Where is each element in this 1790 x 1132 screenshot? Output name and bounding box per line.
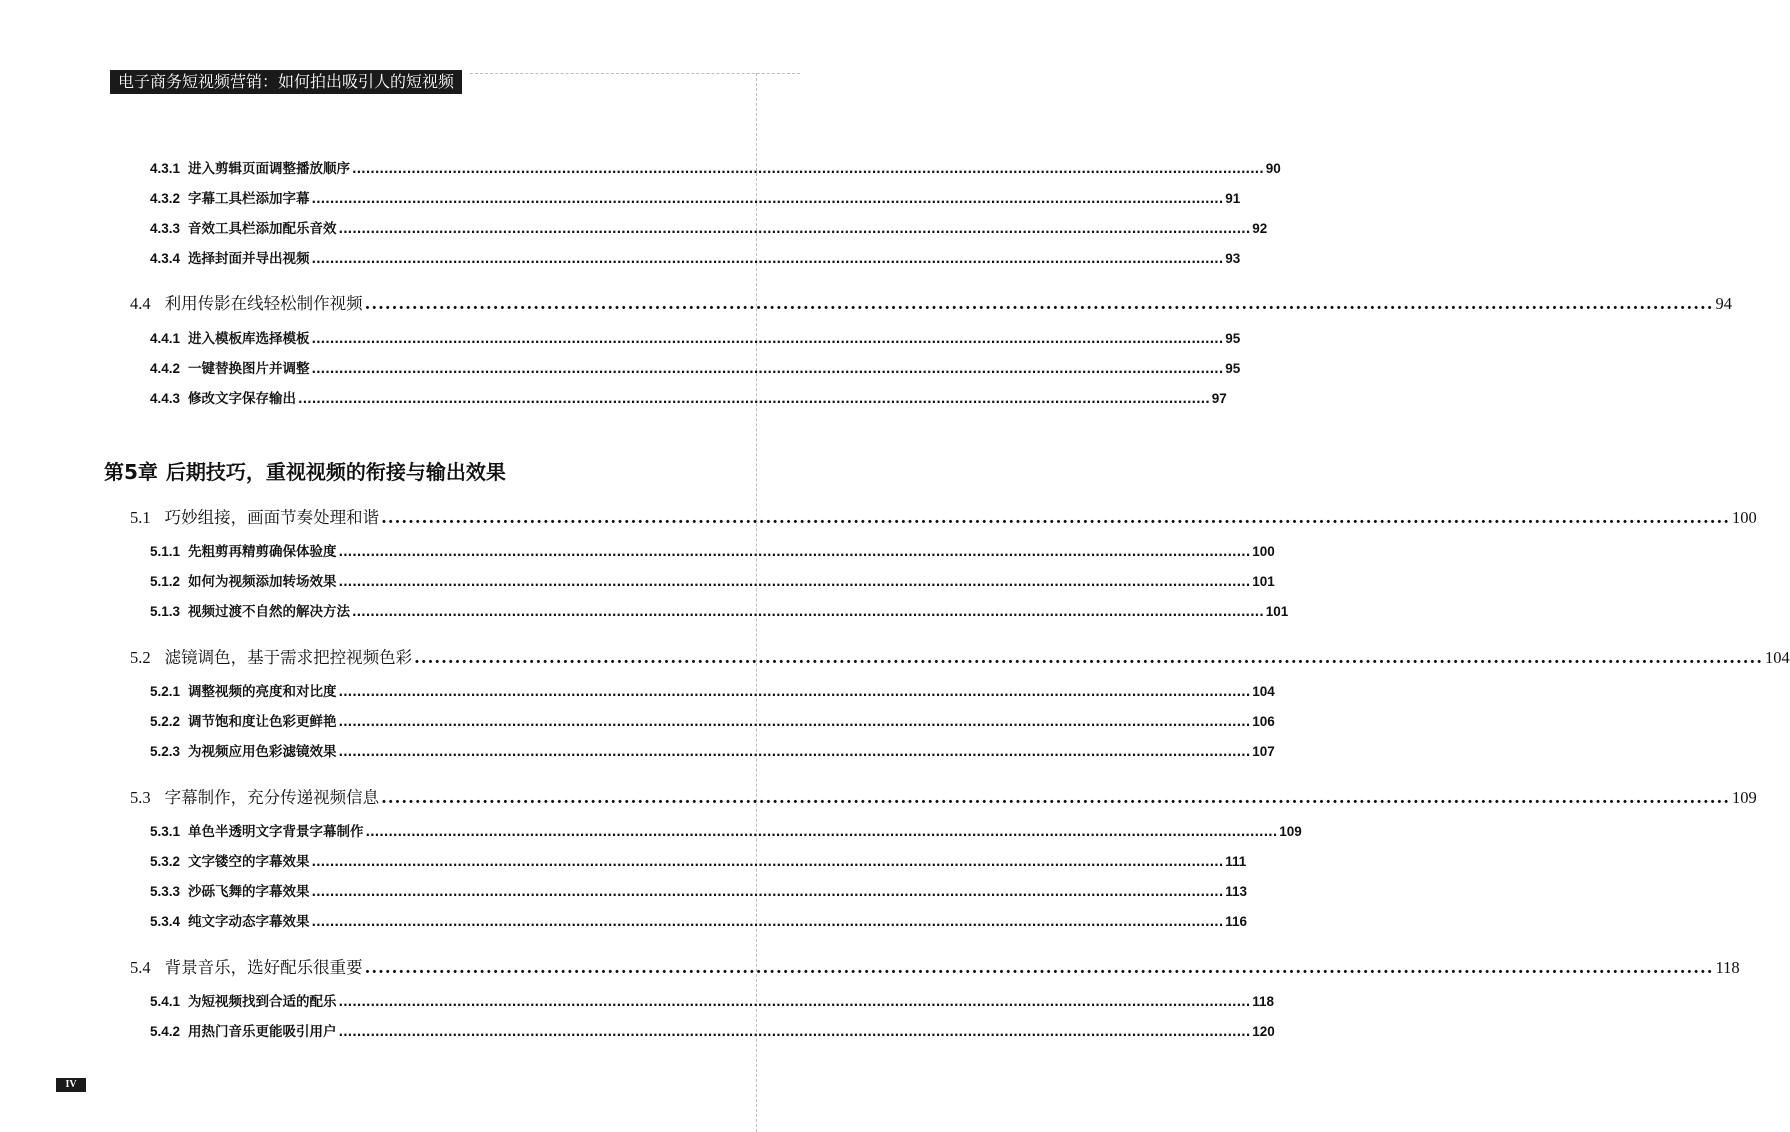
toc-dot-leader: ........................................................................................................................................................................................................ — [311, 915, 1224, 929]
toc-entry-title: 背景音乐，选好配乐很重要 — [164, 958, 363, 977]
chapter-heading — [104, 456, 506, 485]
toc-subsection-entry[interactable] — [150, 600, 1289, 620]
toc-entry-page: 109 — [1732, 788, 1757, 807]
toc-dot-leader: ........................................................................................................................................................................................................ — [338, 1025, 1251, 1039]
toc-section-entry[interactable] — [130, 290, 1733, 314]
toc-entry-title: 文字镂空的字幕效果 — [188, 854, 310, 870]
toc-subsection-entry[interactable] — [150, 910, 1248, 930]
toc-subsection-entry[interactable] — [150, 820, 1302, 840]
toc-entry-number: 5.1.3 — [150, 604, 181, 619]
toc-dot-leader: ........................................................................................................................................................................................................ — [338, 575, 1251, 589]
book-title-banner: 电子商务短视频营销：如何拍出吸引人的短视频 — [110, 70, 462, 94]
toc-entry-number: 5.2.2 — [150, 714, 181, 729]
toc-entry-title: 单色半透明文字背景字幕制作 — [188, 824, 364, 840]
toc-subsection-entry[interactable] — [150, 740, 1275, 760]
toc-entry-title: 用热门音乐更能吸引用户 — [188, 1024, 337, 1040]
toc-entry-title: 调整视频的亮度和对比度 — [188, 684, 337, 700]
toc-entry-number: 4.4.3 — [150, 391, 181, 406]
toc-entry-number: 5.3.1 — [150, 824, 181, 839]
toc-entry-title: 滤镜调色，基于需求把控视频色彩 — [164, 648, 413, 667]
toc-entry-page: 118 — [1715, 958, 1740, 977]
toc-subsection-entry[interactable] — [150, 187, 1241, 207]
toc-dot-leader: ........................................................................................................................................................................................................ — [311, 855, 1224, 869]
toc-subsection-entry[interactable] — [150, 217, 1268, 237]
toc-entry-number: 5.2.1 — [150, 684, 181, 699]
toc-entry-number: 5.1.2 — [150, 574, 181, 589]
toc-entry-page: 107 — [1252, 744, 1275, 759]
toc-dot-leader: ........................................................................................................................................................................................................ — [338, 745, 1251, 759]
toc-entry-number: 5.4 — [130, 958, 151, 977]
toc-entry-title: 沙砾飞舞的字幕效果 — [188, 884, 310, 900]
toc-dot-leader: ........................................................................................................................................................................................................ — [364, 294, 1714, 313]
toc-subsection-entry[interactable] — [150, 357, 1241, 377]
toc-entry-number: 5.3.4 — [150, 914, 181, 929]
toc-dot-leader: ........................................................................................................................................................................................................ — [352, 605, 1264, 619]
toc-entry-title: 选择封面并导出视频 — [188, 251, 310, 267]
toc-dot-leader: ........................................................................................................................................................................................................ — [311, 192, 1224, 206]
toc-entry-page: 94 — [1715, 294, 1733, 313]
toc-entry-page: 109 — [1279, 824, 1302, 839]
toc-subsection-entry[interactable] — [150, 327, 1241, 347]
chapter-number: 第5章 — [104, 460, 158, 484]
toc-entry-page: 97 — [1211, 391, 1227, 406]
toc-entry-title: 利用传影在线轻松制作视频 — [164, 294, 363, 313]
toc-dot-leader: ........................................................................................................................................................................................................ — [338, 995, 1251, 1009]
toc-dot-leader: ........................................................................................................................................................................................................ — [298, 392, 1210, 406]
toc-entry-title: 为视频应用色彩滤镜效果 — [188, 744, 337, 760]
toc-entry-number: 5.4.1 — [150, 994, 181, 1009]
toc-section-entry[interactable] — [130, 504, 1757, 528]
toc-entry-page: 106 — [1252, 714, 1275, 729]
toc-entry-title: 字幕制作，充分传递视频信息 — [164, 788, 380, 807]
toc-subsection-entry[interactable] — [150, 710, 1275, 730]
toc-subsection-entry[interactable] — [150, 1020, 1275, 1040]
toc-entry-page: 118 — [1252, 994, 1275, 1009]
toc-entry-page: 95 — [1225, 361, 1241, 376]
toc-entry-page: 101 — [1252, 574, 1275, 589]
toc-dot-leader: ........................................................................................................................................................................................................ — [311, 885, 1224, 899]
toc-entry-number: 4.3.3 — [150, 221, 181, 236]
toc-subsection-entry[interactable] — [150, 570, 1275, 590]
toc-entry-page: 93 — [1225, 251, 1241, 266]
toc-entry-title: 为短视频找到合适的配乐 — [188, 994, 337, 1010]
toc-entry-title: 字幕工具栏添加字幕 — [188, 191, 310, 207]
toc-entry-page: 90 — [1265, 161, 1281, 176]
toc-section-entry[interactable] — [130, 644, 1790, 668]
toc-entry-title: 视频过渡不自然的解决方法 — [188, 604, 351, 620]
toc-dot-leader: ........................................................................................................................................................................................................ — [352, 162, 1264, 176]
toc-entry-page: 104 — [1765, 648, 1790, 667]
toc-entry-title: 进入剪辑页面调整播放顺序 — [188, 161, 351, 177]
toc-dot-leader: ........................................................................................................................................................................................................ — [311, 252, 1224, 266]
toc-subsection-entry[interactable] — [150, 540, 1275, 560]
toc-subsection-entry[interactable] — [150, 850, 1247, 870]
toc-entry-number: 5.3.2 — [150, 854, 181, 869]
toc-entry-number: 4.4 — [130, 294, 151, 313]
toc-dot-leader: ........................................................................................................................................................................................................ — [338, 685, 1251, 699]
toc-entry-page: 116 — [1225, 914, 1248, 929]
toc-dot-leader: ........................................................................................................................................................................................................ — [338, 545, 1251, 559]
toc-entry-number: 4.4.2 — [150, 361, 181, 376]
toc-entry-number: 4.3.1 — [150, 161, 181, 176]
toc-entry-title: 巧妙组接，画面节奏处理和谐 — [164, 508, 380, 527]
toc-entry-page: 104 — [1252, 684, 1275, 699]
toc-entry-title: 纯文字动态字幕效果 — [188, 914, 310, 930]
toc-subsection-entry[interactable] — [150, 247, 1241, 267]
toc-dot-leader: ........................................................................................................................................................................................................ — [381, 788, 1731, 807]
toc-entry-number: 4.3.2 — [150, 191, 181, 206]
toc-dot-leader: ........................................................................................................................................................................................................ — [311, 332, 1224, 346]
toc-section-entry[interactable] — [130, 954, 1740, 978]
toc-subsection-entry[interactable] — [150, 990, 1275, 1010]
toc-entry-title: 如何为视频添加转场效果 — [188, 574, 337, 590]
toc-entry-page: 100 — [1252, 544, 1275, 559]
toc-dot-leader: ........................................................................................................................................................................................................ — [311, 362, 1224, 376]
toc-entry-title: 修改文字保存输出 — [188, 391, 297, 407]
toc-entry-page: 92 — [1252, 221, 1268, 236]
toc-section-entry[interactable] — [130, 784, 1757, 808]
toc-subsection-entry[interactable] — [150, 880, 1248, 900]
toc-entry-page: 100 — [1732, 508, 1757, 527]
page-number-badge: IV — [56, 1078, 86, 1092]
toc-dot-leader: ........................................................................................................................................................................................................ — [338, 715, 1251, 729]
toc-entry-number: 5.3.3 — [150, 884, 181, 899]
toc-subsection-entry[interactable] — [150, 387, 1227, 407]
toc-entry-title: 音效工具栏添加配乐音效 — [188, 221, 337, 237]
toc-entry-number: 5.2.3 — [150, 744, 181, 759]
toc-entry-number: 4.4.1 — [150, 331, 181, 346]
toc-entry-page: 113 — [1225, 884, 1248, 899]
toc-entry-title: 一键替换图片并调整 — [188, 361, 310, 377]
toc-subsection-entry[interactable] — [150, 157, 1281, 177]
toc-entry-number: 5.4.2 — [150, 1024, 181, 1039]
toc-dot-leader: ........................................................................................................................................................................................................ — [381, 508, 1731, 527]
toc-entry-title: 先粗剪再精剪确保体验度 — [188, 544, 337, 560]
toc-entry-number: 5.2 — [130, 648, 151, 667]
chapter-title: 后期技巧，重视视频的衔接与输出效果 — [165, 460, 506, 484]
toc-entry-number: 5.1 — [130, 508, 151, 527]
toc-entry-page: 95 — [1225, 331, 1241, 346]
toc-entry-page: 120 — [1252, 1024, 1275, 1039]
toc-entry-number: 4.3.4 — [150, 251, 181, 266]
toc-entry-page: 91 — [1225, 191, 1241, 206]
toc-entry-title: 调节饱和度让色彩更鲜艳 — [188, 714, 337, 730]
toc-entry-number: 5.3 — [130, 788, 151, 807]
toc-dot-leader: ........................................................................................................................................................................................................ — [338, 222, 1251, 236]
toc-dot-leader: ........................................................................................................................................................................................................ — [414, 648, 1764, 667]
toc-entry-page: 111 — [1225, 854, 1247, 869]
toc-entry-page: 101 — [1265, 604, 1289, 619]
decorative-frame-top — [470, 73, 800, 74]
toc-entry-number: 5.1.1 — [150, 544, 181, 559]
toc-dot-leader: ........................................................................................................................................................................................................ — [365, 825, 1278, 839]
toc-entry-title: 进入模板库选择模板 — [188, 331, 310, 347]
toc-dot-leader: ........................................................................................................................................................................................................ — [364, 958, 1714, 977]
toc-subsection-entry[interactable] — [150, 680, 1275, 700]
